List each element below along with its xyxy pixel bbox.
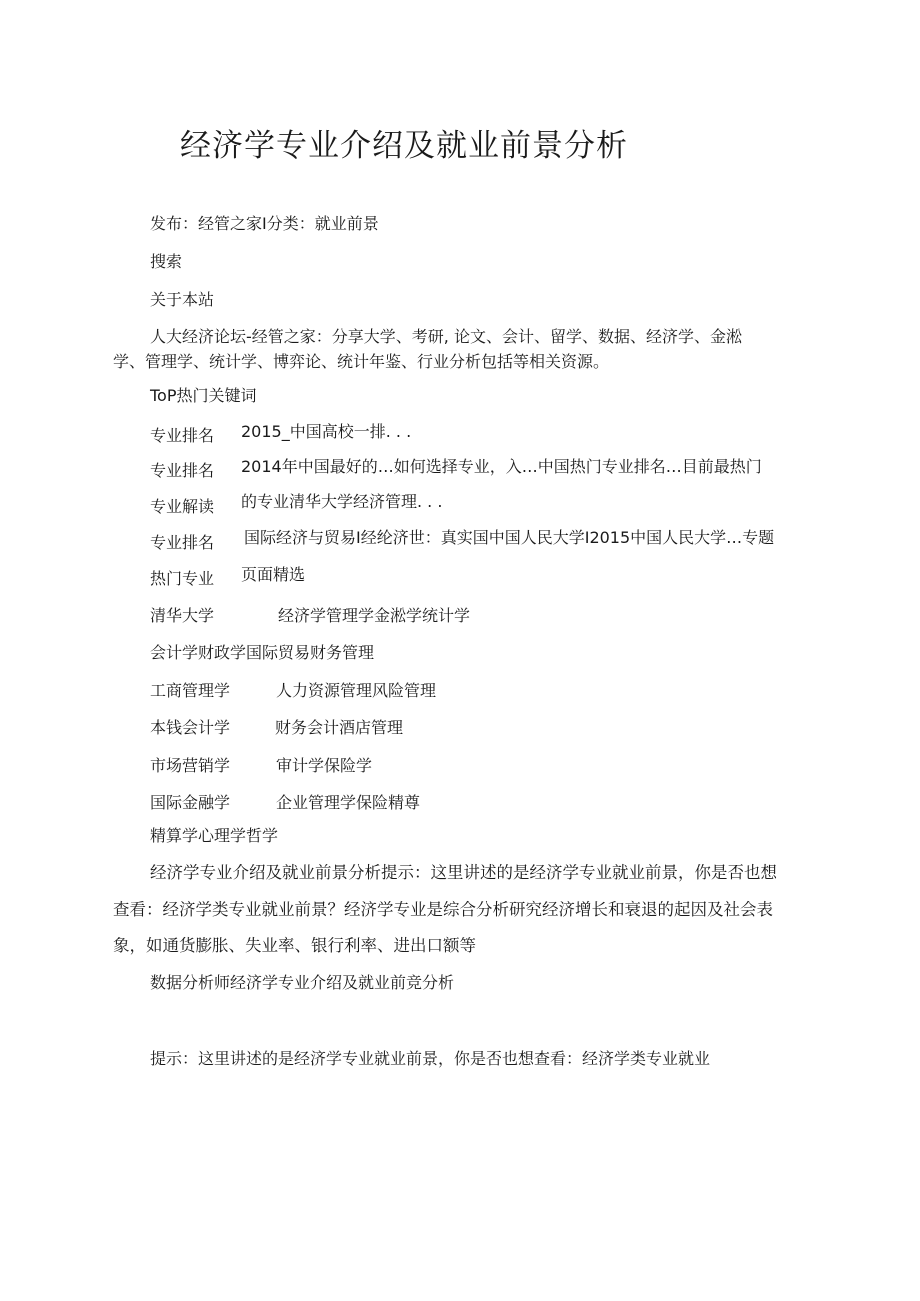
- top-keywords-heading: ToP热门关键词: [150, 386, 257, 405]
- major-item[interactable]: 审计学保险学: [276, 756, 373, 775]
- major-item[interactable]: 精算学心理学哲学: [150, 826, 279, 845]
- publish-meta: 发布：经管之家I分类：就业前景: [150, 214, 379, 233]
- major-item[interactable]: 会计学财政学国际贸易财务管理: [150, 643, 375, 662]
- summary-line-2: 查看：经济学类专业就业前景？经济学专业是综合分析研究经济增长和衰退的起因及社会表: [113, 900, 773, 919]
- keyword-link[interactable]: 页面精选: [241, 565, 306, 584]
- major-item[interactable]: 财务会计酒店管理: [275, 718, 404, 737]
- page-title: 经济学专业介绍及就业前景分析: [180, 128, 628, 164]
- intro-line-2: 学、管理学、统计学、博弈论、统计年鉴、行业分析包括等相关资源。: [113, 352, 610, 371]
- tip-line: 提示：这里讲述的是经济学专业就业前景，你是否也想查看：经济学类专业就业: [150, 1049, 711, 1068]
- summary-line-1: 经济学专业介绍及就业前景分析提示：这里讲述的是经济学专业就业前景，你是否也想: [150, 863, 777, 882]
- major-item[interactable]: 经济学管理学金淞学统计学: [278, 606, 471, 625]
- keyword-link[interactable]: 国际经济与贸易I经纶济世：真实国中国人民大学I2015中国人民大学…专题: [244, 528, 775, 547]
- keyword-link[interactable]: 2014年中国最好的…如何选择专业，入…中国热门专业排名…目前最热门: [241, 457, 762, 476]
- search-link[interactable]: 搜索: [150, 252, 183, 271]
- keyword-link[interactable]: 的专业清华大学经济管理. . .: [241, 492, 443, 511]
- keyword-label: 专业排名: [150, 426, 215, 445]
- keyword-label: 专业解读: [150, 497, 215, 516]
- keyword-label: 专业排名: [150, 461, 215, 480]
- major-item[interactable]: 工商管理学: [150, 681, 231, 700]
- major-item[interactable]: 人力资源管理风险管理: [276, 681, 437, 700]
- major-item[interactable]: 企业管理学保险精尊: [276, 793, 421, 812]
- keyword-label: 热门专业: [150, 569, 215, 588]
- analyst-heading: 数据分析师经济学专业介绍及就业前竞分析: [150, 973, 455, 992]
- major-item[interactable]: 清华大学: [150, 606, 215, 625]
- keyword-label: 专业排名: [150, 533, 215, 552]
- summary-line-3: 象，如通货膨胀、失业率、银行利率、进出口额等: [113, 936, 476, 955]
- major-item[interactable]: 国际金融学: [150, 793, 231, 812]
- intro-line-1: 人大经济论坛-经管之家：分享大学、考研, 论文、会计、留学、数据、经济学、金淞: [150, 327, 742, 346]
- keyword-link[interactable]: 2015_中国高校一排. . .: [241, 422, 412, 441]
- major-item[interactable]: 本钱会计学: [150, 718, 231, 737]
- about-link[interactable]: 关于本站: [150, 290, 215, 309]
- major-item[interactable]: 市场营销学: [150, 756, 231, 775]
